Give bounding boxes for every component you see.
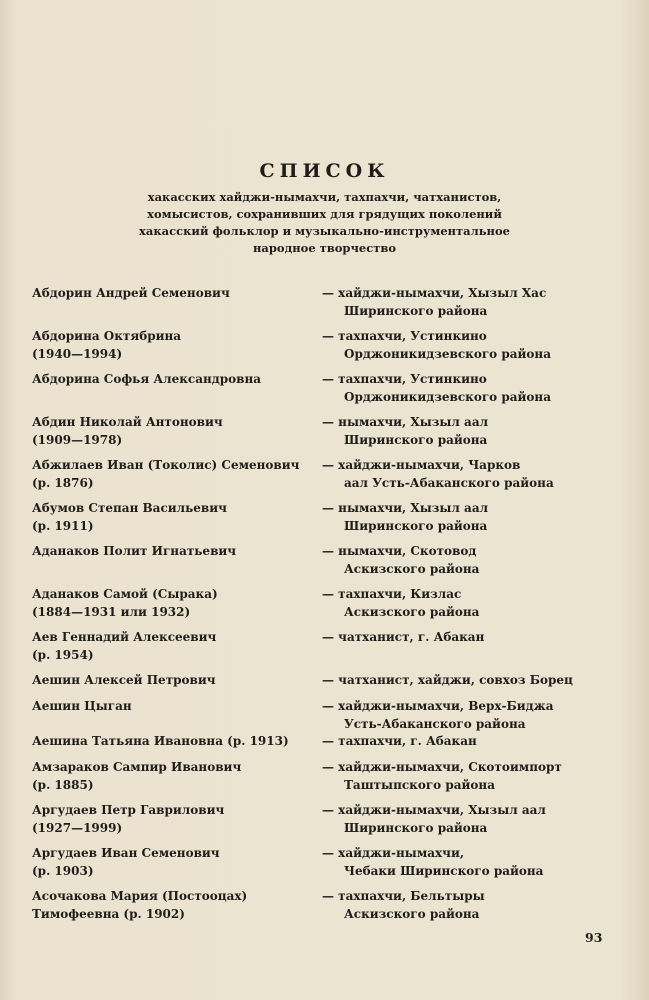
entry-description-line: — тахпахчи, г. Абакан (322, 734, 477, 748)
entry-name-line: Аешин Цыган (32, 699, 132, 713)
entry-description-line: — чатханист, г. Абакан (322, 630, 485, 644)
entry-description-line: Ширинского района (344, 304, 488, 318)
entry-name (32, 628, 312, 664)
entry-name-line: Тимофеевна (р. 1902) (32, 907, 185, 921)
entry-name-line: Абжилаев Иван (Токолис) Семенович (32, 458, 300, 472)
entry-name (32, 887, 312, 923)
entry-name-line: Абдорина Октябрина (32, 329, 182, 343)
entry-description-line: — хайджи-нымахчи, Хызыл Хас (322, 286, 547, 300)
page-subtitle (0, 189, 649, 257)
entry-description-line: — тахпахчи, Кизлас (322, 587, 462, 601)
entry-name (32, 327, 312, 363)
entry-description-line: аал Усть-Абаканского района (344, 476, 554, 490)
entry-description (322, 671, 637, 689)
entry-description-line: Ширинского района (344, 821, 488, 835)
entry-description (322, 284, 637, 320)
entry-name-line: Асочакова Мария (Постооцах) (32, 889, 248, 903)
entry-name-line: Абдорина Софья Александровна (32, 372, 262, 386)
entry-description (322, 887, 637, 923)
entry-description (322, 327, 637, 363)
entry-description-line: Орджоникидзевского района (344, 390, 551, 404)
entry-description (322, 499, 637, 535)
entry-name (32, 499, 312, 535)
entry-description-line: Ширинского района (344, 433, 488, 447)
subtitle-line: хакасских хайджи-нымахчи, тахпахчи, чатханистов, (147, 190, 502, 204)
entry-name (32, 370, 312, 388)
entry-description-line: Аскизского района (344, 907, 480, 921)
entry-description-line: — хайджи-нымахчи, Хызыл аал (322, 803, 546, 817)
entry-name (32, 671, 312, 689)
entry-name-line: Аданаков Самой (Сырака) (32, 587, 218, 601)
entry-description-line: Усть-Абаканского района (344, 717, 526, 731)
entry-description (322, 628, 637, 646)
entry-description-line: — хайджи-нымахчи, Верх-Биджа (322, 699, 554, 713)
entry-description (322, 758, 637, 794)
subtitle-line: народное творчество (252, 241, 396, 255)
entry-name (32, 697, 312, 715)
entry-name-line: (р. 1885) (32, 778, 94, 792)
entry-name (32, 542, 312, 560)
entry-name-line: Аргудаев Петр Гаврилович (32, 803, 225, 817)
entry-description-line: Аскизского района (344, 562, 480, 576)
entry-name-line: Аев Геннадий Алексеевич (32, 630, 217, 644)
entry-name-line: (р. 1903) (32, 864, 94, 878)
entry-name (32, 758, 312, 794)
entry-name-line: (1940—1994) (32, 347, 123, 361)
entry-name (32, 413, 312, 449)
entry-name-line: Аргудаев Иван Семенович (32, 846, 220, 860)
entry-name-line: (р. 1876) (32, 476, 94, 490)
entry-name (32, 844, 312, 880)
entry-description (322, 542, 637, 578)
entry-description-line: — хайджи-нымахчи, (322, 846, 465, 860)
entry-name-line: Абумов Степан Васильевич (32, 501, 227, 515)
entry-name-line: Аешин Алексей Петрович (32, 673, 216, 687)
entry-name-line: Аданаков Полит Игнатьевич (32, 544, 237, 558)
subtitle-line: хомысистов, сохранивших для грядущих поколений (147, 207, 502, 221)
entry-name (32, 585, 312, 621)
entry-description-line: — хайджи-нымахчи, Чарков (322, 458, 521, 472)
entry-name (32, 732, 312, 750)
entry-name-line: Абдин Николай Антонович (32, 415, 223, 429)
entry-name-line: (1884—1931 или 1932) (32, 605, 191, 619)
entry-description-line: — нымахчи, Скотовод (322, 544, 477, 558)
entry-description-line: Аскизского района (344, 605, 480, 619)
entry-name-line: Аешина Татьяна Ивановна (р. 1913) (32, 734, 289, 748)
entry-description-line: — тахпахчи, Устинкино (322, 329, 487, 343)
entry-description-line: Ширинского района (344, 519, 488, 533)
entry-description-line: — чатханист, хайджи, совхоз Борец (322, 673, 573, 687)
entry-description (322, 732, 637, 750)
entry-name-line: Амзараков Сампир Иванович (32, 760, 242, 774)
entry-name-line: (1927—1999) (32, 821, 123, 835)
entry-name-line: (р. 1911) (32, 519, 94, 533)
entry-description-line: Чебаки Ширинского района (344, 864, 544, 878)
entry-name (32, 456, 312, 492)
entry-description-line: — нымахчи, Хызыл аал (322, 415, 489, 429)
entry-description (322, 801, 637, 837)
entry-description (322, 413, 637, 449)
entry-description (322, 844, 637, 880)
page-number: 93 (585, 930, 603, 945)
subtitle-line: хакасский фольклор и музыкально-инструментальное (139, 224, 510, 238)
entry-description-line: — хайджи-нымахчи, Скотоимпорт (322, 760, 562, 774)
entry-description-line: — тахпахчи, Бельтыры (322, 889, 485, 903)
entry-description (322, 456, 637, 492)
entry-name (32, 801, 312, 837)
entry-name-line: (1909—1978) (32, 433, 123, 447)
entry-name (32, 284, 312, 302)
entry-name-line: (р. 1954) (32, 648, 94, 662)
entry-description-line: — нымахчи, Хызыл аал (322, 501, 489, 515)
entry-description (322, 697, 637, 733)
entry-name-line: Абдорин Андрей Семенович (32, 286, 230, 300)
entry-description (322, 585, 637, 621)
entry-description-line: — тахпахчи, Устинкино (322, 372, 487, 386)
entry-description-line: Орджоникидзевского района (344, 347, 551, 361)
entry-description (322, 370, 637, 406)
page-title: СПИСОК (259, 160, 390, 182)
entry-description-line: Таштыпского района (344, 778, 495, 792)
